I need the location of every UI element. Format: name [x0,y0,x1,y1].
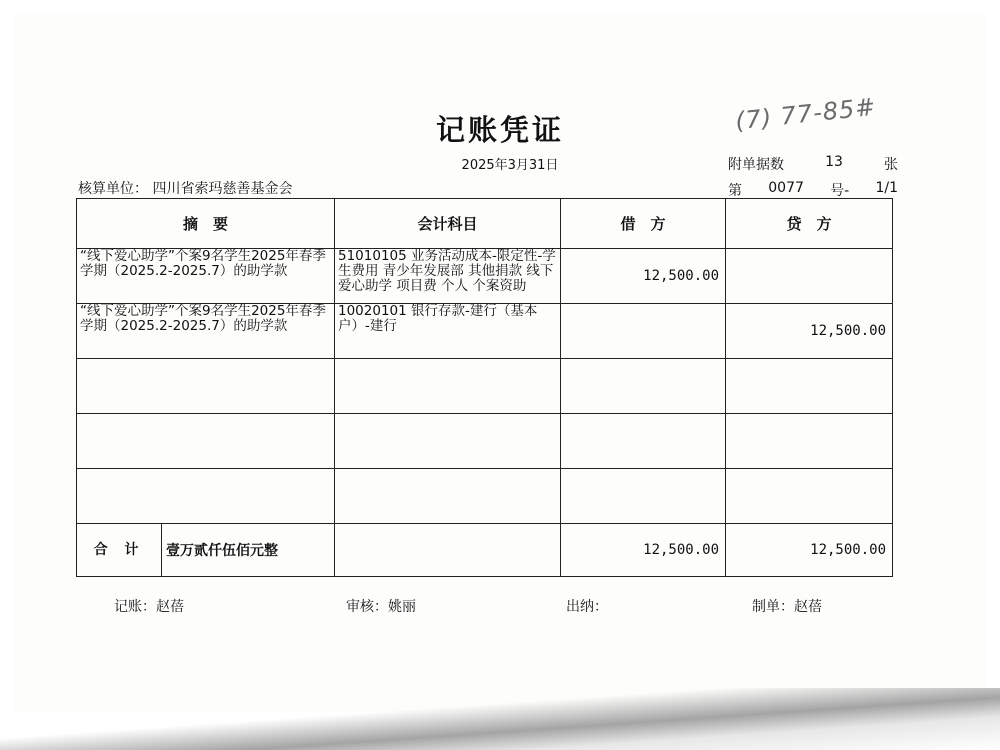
attachments-label: 附单据数 [728,157,784,173]
voucher-number: 0077 [768,180,804,196]
cashier: 出纳： [566,599,608,615]
row-summary [77,359,335,414]
table-row [77,304,893,359]
total-row [77,524,893,577]
unit-name: 四川省索玛慈善基金会 [152,181,293,197]
row-credit: 12,500.00 [726,304,893,359]
total-cell [77,524,335,577]
voucher-date: 2025年3月31日 [461,158,559,173]
row-credit [726,249,893,304]
header-account: 会计科目 [335,199,561,249]
handwritten-note: (7) 77-85# [733,92,878,136]
voucher-title: 记账凭证 [435,113,564,147]
preparer: 制单：赵蓓 [752,599,822,615]
attachments-unit: 张 [883,157,898,173]
row-summary: “线下爱心助学”个案9名学生2025年春季学期（2025.2-2025.7）的助学款 [77,249,335,304]
number-suffix: 号- [830,183,850,199]
scan-edge-shadow [0,688,1000,750]
attachments-count: 13 [825,154,843,170]
row-summary: “线下爱心助学”个案9名学生2025年春季学期（2025.2-2025.7）的助学款 [77,304,335,359]
accounting-unit [78,178,292,198]
table-row [77,359,893,414]
table-header-row [77,199,893,249]
page-indicator: 1/1 [875,180,898,196]
bookkeeper: 记账：赵蓓 [114,599,184,615]
table-row [77,469,893,524]
row-credit [726,359,893,414]
row-account: 10020101 银行存款-建行（基本户）-建行 [335,304,561,359]
row-account [335,469,561,524]
row-credit [726,414,893,469]
row-debit [561,469,726,524]
voucher-table [76,198,893,577]
total-label: 合 计 [77,524,162,576]
row-account: 51010105 业务活动成本-限定性-学生费用 青少年发展部 其他捐款 线下爱心助学 项目费 个人 个案资助 [335,249,561,304]
row-summary [77,414,335,469]
total-account-empty [335,524,561,577]
unit-label: 核算单位： [78,181,148,197]
number-prefix: 第 [728,183,742,199]
row-summary [77,469,335,524]
header-debit: 借 方 [561,199,726,249]
total-debit: 12,500.00 [561,524,726,577]
reviewer: 审核：姚丽 [346,599,416,615]
row-account [335,359,561,414]
row-debit: 12,500.00 [561,249,726,304]
header-credit: 贷 方 [726,199,893,249]
table-row [77,414,893,469]
row-debit [561,359,726,414]
row-credit [726,469,893,524]
header-summary: 摘 要 [77,199,335,249]
row-debit [561,304,726,359]
total-credit: 12,500.00 [726,524,893,577]
row-debit [561,414,726,469]
table-row [77,249,893,304]
total-amount-in-words: 壹万贰仟伍佰元整 [166,543,278,559]
row-account [335,414,561,469]
